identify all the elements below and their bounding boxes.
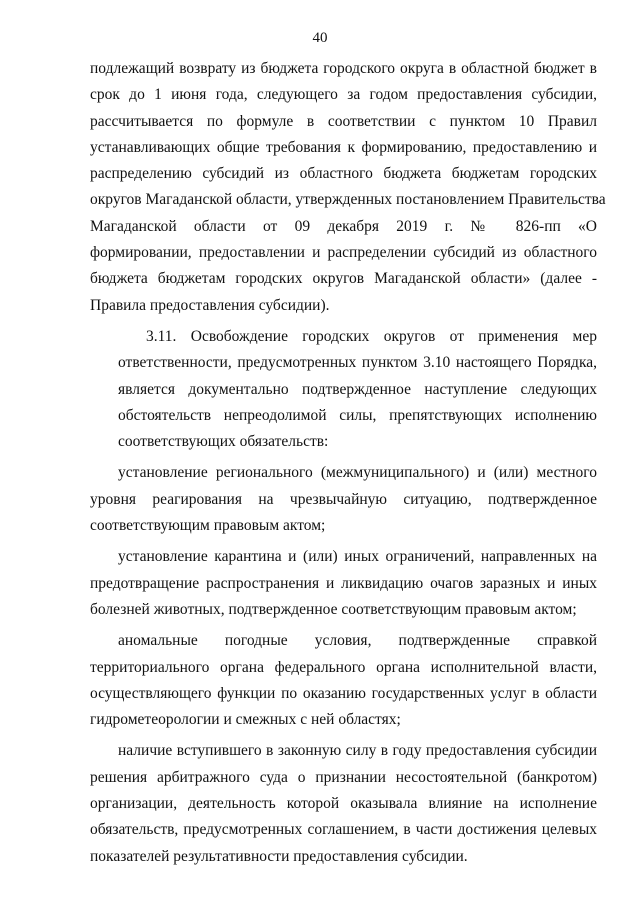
text-line: рассчитывается по формуле в соответствии с пунктом 10 Правил bbox=[90, 112, 597, 130]
text-line: округов Магаданской области, утвержденных постановлением Правительства bbox=[90, 191, 606, 209]
text-line: осуществляющего функции по оказанию государственных услуг в области bbox=[90, 684, 597, 702]
text-line: соответствующим правовым актом; bbox=[90, 517, 326, 535]
text-line: обязательств, предусмотренных соглашением, в части достижения целевых bbox=[90, 821, 597, 839]
text-line: уровня реагирования на чрезвычайную ситуацию, подтвержденное bbox=[90, 490, 597, 508]
text-line: является документально подтвержденное наступление следующих bbox=[118, 380, 597, 398]
text-line: территориального органа федерального органа исполнительной власти, bbox=[90, 658, 597, 676]
document-body bbox=[90, 56, 606, 870]
text-line: бюджета бюджетам городских округов Магаданской области» (далее - bbox=[90, 270, 597, 288]
text-line: Магаданской области от 09 декабря 2019 г. № 826-пп «О bbox=[90, 217, 597, 235]
text-line: наличие вступившего в законную силу в году предоставления субсидии bbox=[118, 742, 597, 760]
text-line: соответствующих обязательств: bbox=[118, 433, 329, 451]
text-line: предотвращение распространения и ликвидацию очагов заразных и иных bbox=[90, 574, 597, 592]
text-line: установление регионального (межмуниципального) и (или) местного bbox=[118, 464, 597, 482]
text-line: обстоятельств непреодолимой силы, препятствующих исполнению bbox=[118, 406, 597, 424]
paragraph-3-11 bbox=[90, 324, 597, 455]
text-line: подлежащий возврату из бюджета городского округа в областной бюджет в bbox=[90, 60, 597, 77]
text-line: установление карантина и (или) иных ограничений, направленных на bbox=[118, 548, 597, 566]
text-line: 3.11. Освобождение городских округов от применения мер bbox=[146, 327, 597, 345]
paragraph-budget-return bbox=[90, 56, 606, 319]
text-line: устанавливающих общие требования к формированию, предоставлению и bbox=[90, 138, 597, 156]
text-line: формировании, предоставлении и распределении субсидий из областного bbox=[90, 244, 597, 262]
paragraph-quarantine bbox=[90, 544, 597, 623]
text-line: показателей результативности предоставления субсидии. bbox=[90, 847, 468, 865]
text-line: распределению субсидий из областного бюджета бюджетам городских bbox=[90, 165, 597, 183]
text-line: срок до 1 июня года, следующего за годом предоставления субсидии, bbox=[90, 86, 597, 104]
paragraph-weather bbox=[90, 628, 597, 733]
text-line: аномальные погодные условия, подтвержденные справкой bbox=[118, 632, 597, 650]
paragraph-emergency-response bbox=[90, 460, 597, 539]
text-line: болезней животных, подтвержденное соответствующим правовым актом; bbox=[90, 600, 577, 618]
text-line: организации, деятельность которой оказывала влияние на исполнение bbox=[90, 795, 597, 813]
paragraph-bankruptcy bbox=[90, 738, 597, 869]
text-line: решения арбитражного суда о признании несостоятельной (банкротом) bbox=[90, 768, 597, 786]
text-line: ответственности, предусмотренных пунктом 3.10 настоящего Порядка, bbox=[118, 354, 597, 372]
text-line: Правила предоставления субсидии). bbox=[90, 296, 330, 314]
text-line: гидрометеорологии и смежных с ней областях; bbox=[90, 711, 401, 729]
page-number: 40 bbox=[312, 30, 328, 46]
